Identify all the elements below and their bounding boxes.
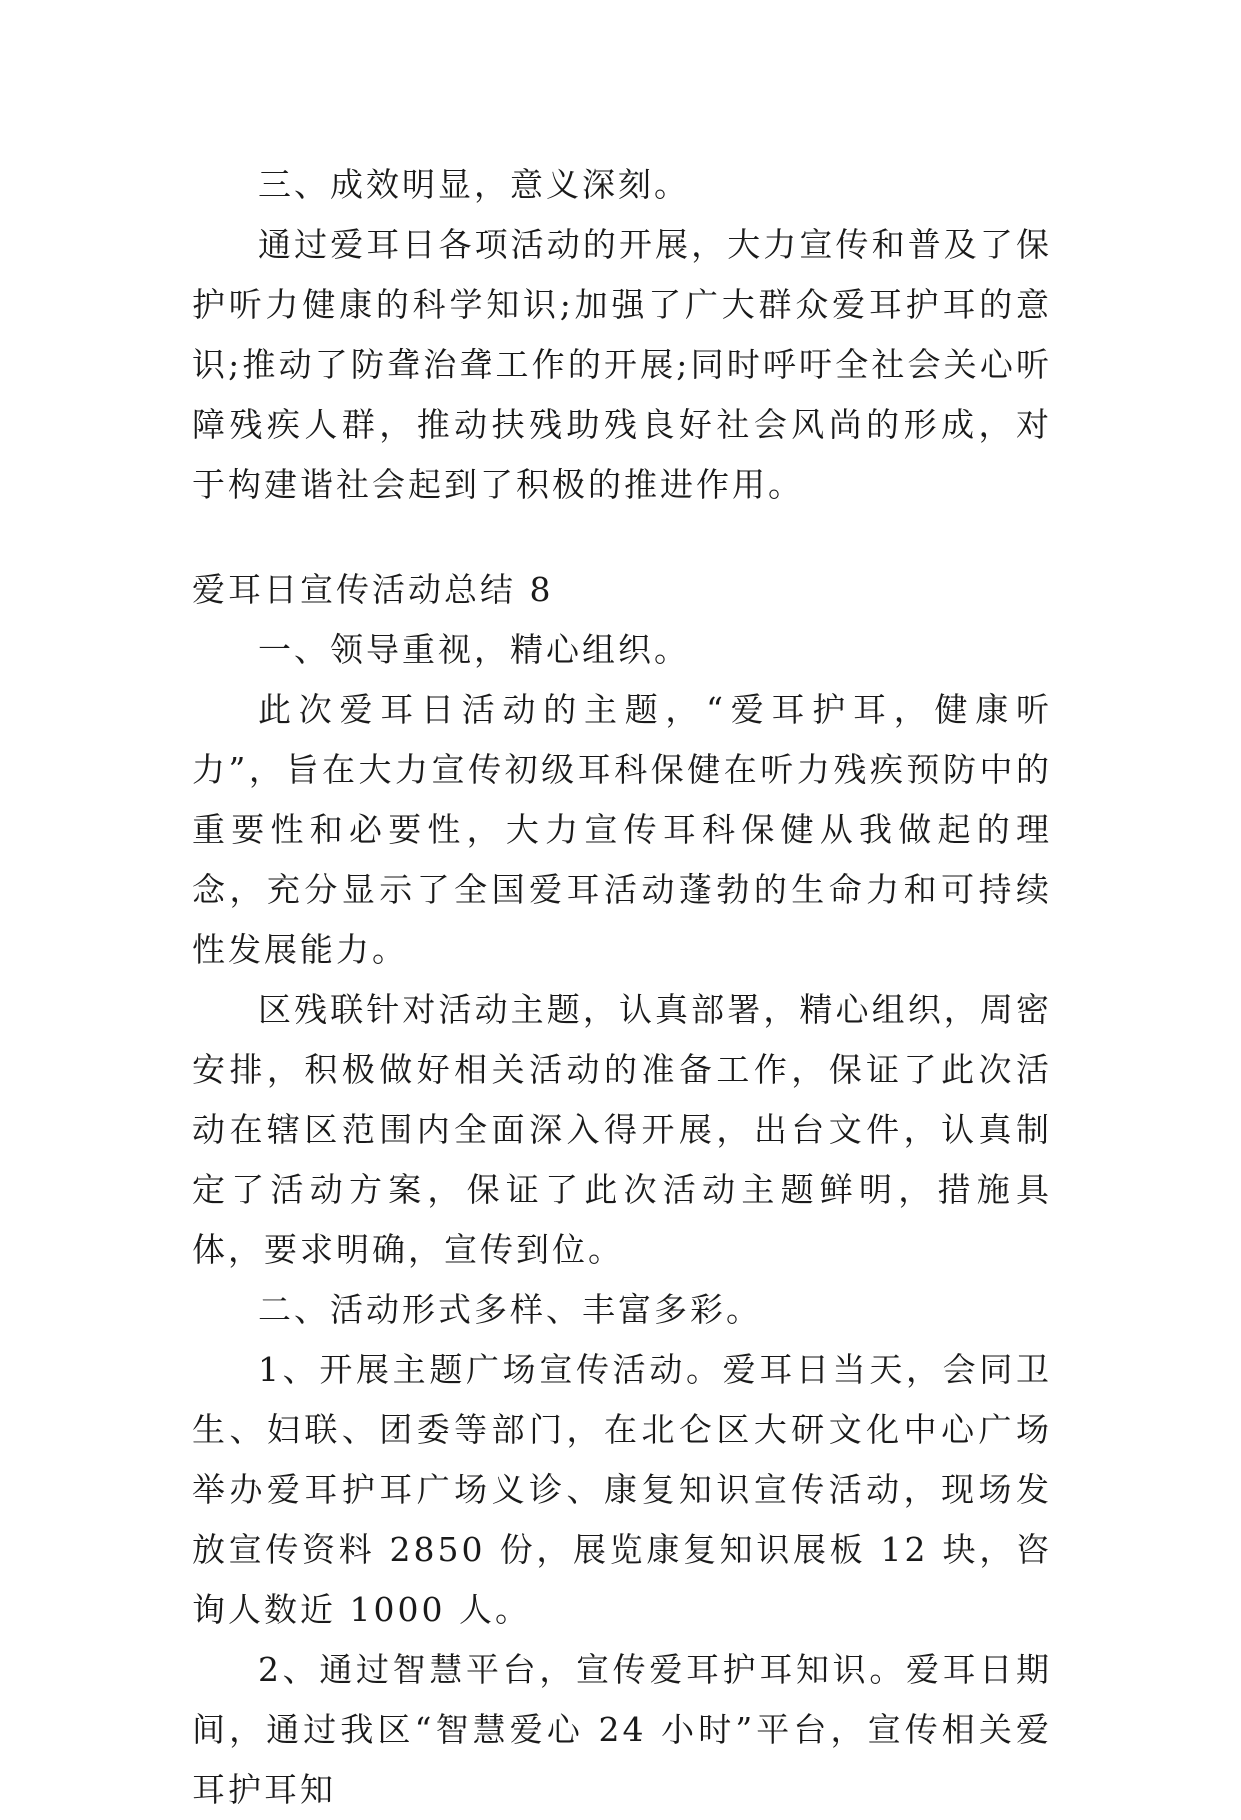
body-paragraph: 区残联针对活动主题，认真部署，精心组织，周密安排，积极做好相关活动的准备工作，保证了此次活动在辖区范围内全面深入得开展，出台文件，认真制定了活动方案，保证了此次活动主题鲜明，措施具体，要求明确，宣传到位。 — [192, 990, 1052, 1269]
list-item: 2、通过智慧平台，宣传爱耳护耳知识。爱耳日期间，通过我区“智慧爱心 24 小时”平台，宣传相关爱耳护耳知 — [192, 1650, 1052, 1809]
section-subheading: 三、成效明显，意义深刻。 — [258, 165, 690, 204]
body-paragraph: 通过爱耳日各项活动的开展，大力宣传和普及了保护听力健康的科学知识;加强了广大群众爱耳护耳的意识;推动了防聋治聋工作的开展;同时呼吁全社会关心听障残疾人群，推动扶残助残良好社会风尚的形成，对于构建谐社会起到了积极的推进作用。 — [192, 225, 1052, 504]
section-eight — [192, 560, 1052, 1820]
body-paragraph: 此次爱耳日活动的主题，“爱耳护耳，健康听力”，旨在大力宣传初级耳科保健在听力残疾预防中的重要性和必要性，大力宣传耳科保健从我做起的理念，充分显示了全国爱耳活动蓬勃的生命力和可持续性发展能力。 — [192, 690, 1052, 969]
list-item: 1、开展主题广场宣传活动。爱耳日当天，会同卫生、妇联、团委等部门，在北仑区大研文化中心广场举办爱耳护耳广场义诊、康复知识宣传活动，现场发放宣传资料 2850 份，展览康复知识展板 12 块，咨询人数近 1000 人。 — [192, 1350, 1052, 1629]
section-title: 爱耳日宣传活动总结 8 — [192, 570, 554, 609]
section-subheading: 一、领导重视，精心组织。 — [258, 630, 690, 669]
section-seven-conclusion — [192, 155, 1052, 515]
section-subheading: 二、活动形式多样、丰富多彩。 — [258, 1290, 762, 1329]
